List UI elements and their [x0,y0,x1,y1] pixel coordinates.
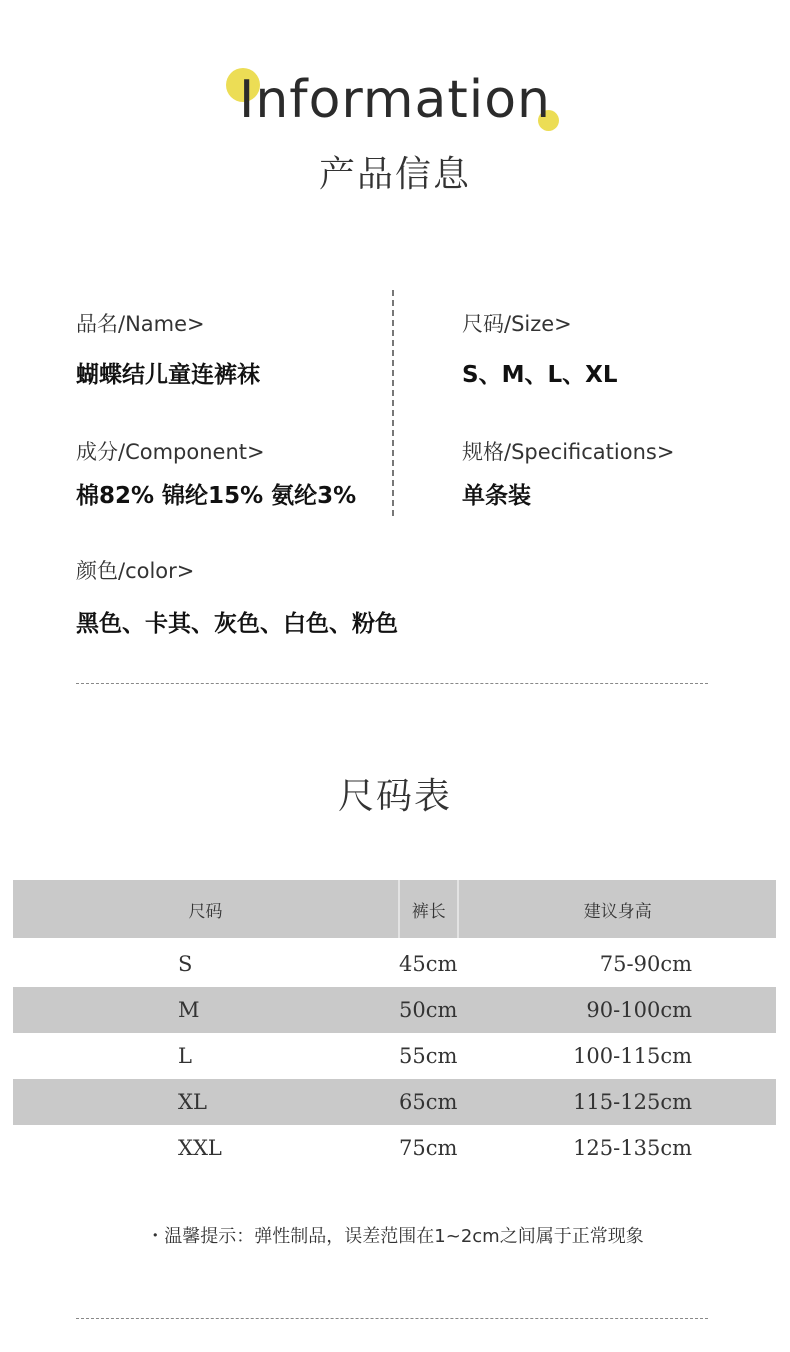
cell-height: 115-125cm [458,1079,776,1125]
size-table-header [13,880,776,938]
size-chart-title: 尺码表 [337,776,452,817]
cell-size: XXL [178,1136,222,1160]
size-label: 尺码/Size> [462,312,572,336]
cell-height: 125-135cm [573,1136,692,1160]
cell-length: 50cm [399,987,458,1033]
table-row [13,1125,776,1171]
section-divider-bottom [76,1318,708,1319]
table-row [13,987,776,1033]
size-value: S、M、L、XL [462,362,618,388]
col-header-length: 裤长 [399,880,458,938]
cell-size: XL [13,1079,399,1125]
spec-label: 规格/Specifications> [462,440,675,464]
table-row [13,938,776,987]
cell-height: 90-100cm [458,987,776,1033]
table-row [13,1033,776,1079]
title-english: Information [238,70,551,130]
tip-note: ・温馨提示：弹性制品，误差范围在1~2cm之间属于正常现象 [146,1226,644,1247]
spec-value: 单条装 [462,483,531,509]
col-header-size: 尺码 [13,880,399,938]
color-value: 黑色、卡其、灰色、白色、粉色 [76,611,398,637]
vertical-divider [392,290,394,516]
cell-size: L [178,1044,192,1068]
table-row [13,1079,776,1125]
component-value: 棉82% 锦纶15% 氨纶3% [76,483,357,509]
cell-length: 55cm [399,1044,458,1068]
cell-size: S [178,952,193,976]
cell-length: 65cm [399,1079,458,1125]
title-chinese: 产品信息 [318,154,471,195]
cell-height: 100-115cm [573,1044,692,1068]
cell-length: 75cm [399,1136,458,1160]
cell-height: 75-90cm [599,952,692,976]
color-label: 颜色/color> [76,559,195,583]
component-label: 成分/Component> [76,440,265,464]
section-divider-top [76,683,708,684]
cell-length: 45cm [399,952,458,976]
cell-size: M [13,987,399,1033]
name-value: 蝴蝶结儿童连裤袜 [76,362,260,388]
size-table [13,880,776,1171]
name-label: 品名/Name> [76,312,205,336]
col-header-height: 建议身高 [458,880,776,938]
